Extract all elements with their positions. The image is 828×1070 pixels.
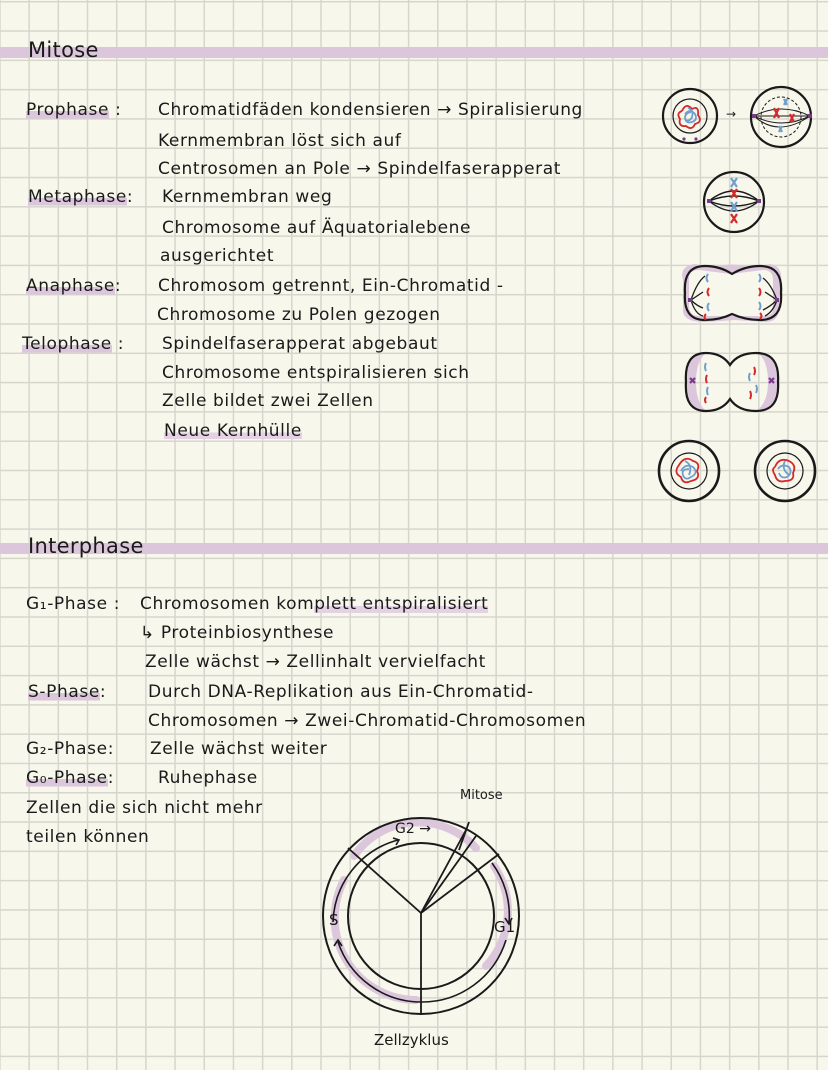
prophase-line-2: Kernmembran löst sich auf — [158, 131, 402, 151]
cycle-label-g2: G2 → — [395, 821, 431, 837]
g1-line-1-text: Chromosomen komplett entspiralisiert — [140, 594, 489, 614]
telophase-line-2: Chromosome entspiralisieren sich — [162, 363, 470, 383]
section-heading-interphase: Interphase — [28, 534, 144, 558]
telophase-line-3: Zelle bildet zwei Zellen — [162, 391, 374, 411]
phase-name: Telophase — [22, 334, 112, 354]
separator: : — [115, 100, 122, 120]
prometaphase-cell-diagram — [748, 84, 814, 150]
s-line-1: Durch DNA-Replikation aus Ein-Chromatid- — [148, 682, 534, 702]
telophase-line-1: Spindelfaserapperat abgebaut — [162, 334, 438, 354]
phase-term-g0 — [26, 770, 114, 787]
metaphase-line-2: Chromosome auf Äquatorialebene — [162, 218, 472, 238]
daughter-cell-2-diagram — [751, 437, 819, 505]
metaphase-line-1: Kernmembran weg — [162, 187, 333, 207]
separator: : — [107, 739, 115, 759]
cell-arrow: → — [726, 107, 737, 121]
metaphase-line-3: ausgerichtet — [160, 246, 275, 266]
telophase-line-4: Neue Kernhülle — [164, 421, 302, 441]
section-heading-mitose: Mitose — [28, 38, 99, 62]
separator: : — [114, 276, 122, 296]
metaphase-cell-diagram — [701, 169, 767, 235]
heading-highlight-mitose — [0, 47, 828, 58]
phase-term-s — [28, 684, 106, 701]
separator: : — [117, 334, 125, 354]
phase-name: S-Phase — [28, 682, 100, 702]
phase-name: Anaphase — [26, 276, 115, 296]
daughter-cell-1-diagram — [655, 437, 723, 505]
telophase-cell-diagram — [676, 347, 788, 417]
g2-line-1: Zelle wächst weiter — [150, 739, 328, 759]
phase-name: G₁-Phase — [26, 594, 108, 614]
phase-term-g2 — [26, 741, 114, 758]
phase-term-metaphase — [28, 189, 133, 206]
phase-name: Prophase — [26, 100, 110, 120]
phase-term-telophase — [22, 336, 124, 353]
cycle-title: Zellzyklus — [374, 1031, 449, 1049]
g1-line-1 — [140, 596, 488, 613]
separator: : — [113, 594, 121, 614]
phase-name: G₂-Phase — [26, 739, 108, 759]
separator: : — [126, 187, 134, 207]
prophase-line-3: Centrosomen an Pole → Spindelfaserapperat — [158, 159, 562, 179]
s-line-2: Chromosomen → Zwei-Chromatid-Chromosomen — [148, 711, 587, 731]
phase-term-prophase — [26, 102, 121, 119]
anaphase-line-2: Chromosome zu Polen gezogen — [157, 305, 441, 325]
g0-line-1: Ruhephase — [158, 768, 258, 788]
prophase-cell-diagram — [660, 86, 720, 146]
phase-term-g1 — [26, 596, 120, 613]
cell-cycle-diagram — [316, 808, 526, 1018]
phase-term-anaphase — [26, 278, 121, 295]
cycle-label-g1: G1 — [494, 918, 516, 936]
separator: : — [99, 682, 107, 702]
separator: : — [107, 768, 115, 788]
g0-note-line-2: teilen können — [26, 827, 150, 847]
g1-line-2: ↳ Proteinbiosynthese — [140, 623, 335, 643]
prophase-line-1: Chromatidfäden kondensieren → Spiralisierung — [158, 100, 583, 120]
cycle-label-s: S — [329, 911, 339, 929]
anaphase-cell-diagram — [675, 258, 789, 328]
g1-line-3: Zelle wächst → Zellinhalt vervielfacht — [145, 652, 486, 672]
phase-name: Metaphase — [28, 187, 127, 207]
phase-name: G₀-Phase — [26, 768, 108, 788]
g0-note-line-1: Zellen die sich nicht mehr — [26, 798, 263, 818]
anaphase-line-1: Chromosom getrennt, Ein-Chromatid - — [158, 276, 504, 296]
cycle-label-mitose: Mitose — [460, 788, 503, 803]
